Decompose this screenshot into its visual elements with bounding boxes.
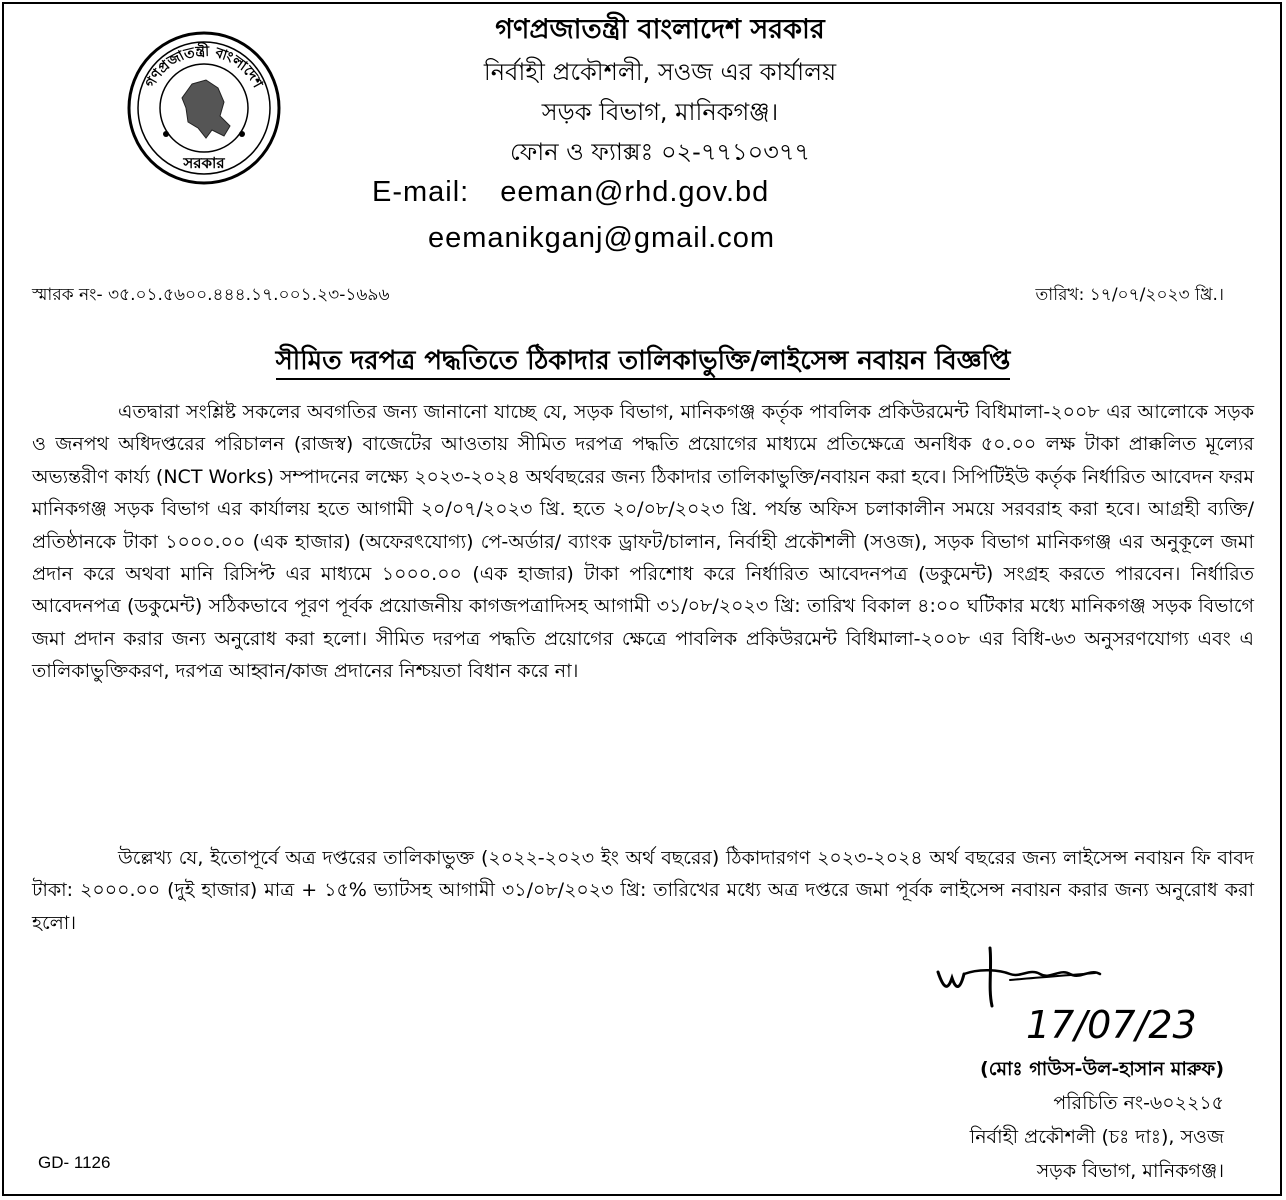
signatory-designation: নির্বাহী প্রকৌশলী (চঃ দাঃ), সওজ: [969, 1126, 1224, 1148]
government-seal: [126, 30, 282, 186]
memo-number: স্মারক নং- ৩৫.০১.৫৬০০.৪৪৪.১৭.০০১.২৩-১৬৯৬: [32, 285, 390, 305]
email-line-2: [428, 222, 775, 255]
office-name: নির্বাহী প্রকৌশলী, সওজ এর কার্যালয়: [483, 58, 837, 86]
notice-title-text: সীমিত দরপত্র পদ্ধতিতে ঠিকাদার তালিকাভুক্তি/লাইসেন্স নবায়ন বিজ্ঞপ্তি: [276, 346, 1011, 380]
signatory-name: (মোঃ গাউস-উল-হাসান মারুফ): [980, 1058, 1224, 1080]
gd-code: GD- 1126: [38, 1153, 111, 1172]
email-address-2: eemanikganj@gmail.com: [428, 222, 776, 254]
body-paragraph-2: উল্লেখ্য যে, ইতোপূর্বে অত্র দপ্তরের তালিকাভুক্ত (২০২২-২০২৩ ইং অর্থ বছরের) ঠিকাদারগণ ২০২৩-২০২৪ অর্থ বছরের জন্য লাইসেন্স নবায়ন ফি বাবদ টাকা: ২০০০.০০ (দুই হাজার) মাত্র + ১৫% ভ্যাটসহ আগামী ৩১/০৮/২০২৩ খ্রি: তারিখের মধ্যে অত্র দপ্তরে জমা পূর্বক লাইসেন্স নবায়ন করার জন্য অনুরোধ করা হলো।: [32, 847, 1254, 934]
division-name: সড়ক বিভাগ, মানিকগঞ্জ।: [541, 98, 779, 126]
seal-text-top: গণপ্রজাতন্ত্রী বাংলাদেশ: [142, 43, 266, 91]
phone-fax: ফোন ও ফ্যাক্সঃ ০২-৭৭১০৩৭৭: [509, 138, 811, 166]
signatory-office: সড়ক বিভাগ, মানিকগঞ্জ।: [1036, 1160, 1224, 1182]
seal-text-bottom: সরকার: [183, 154, 225, 172]
body-paragraph-1: এতদ্বারা সংশ্লিষ্ট সকলের অবগতির জন্য জানানো যাচ্ছে যে, সড়ক বিভাগ, মানিকগঞ্জ কর্তৃক পাবলিক প্রকিউরমেন্ট বিধিমালা-২০০৮ এর আলোকে সড়ক ও জনপথ অধিদপ্তরের পরিচালন (রাজস্ব) বাজেটের আওতায় সীমিত দরপত্র পদ্ধতি প্রয়োগের মাধ্যমে প্রতিক্ষেত্রে অনধিক ৫০.০০ লক্ষ টাকা প্রাক্কলিত মূল্যের অভ্যন্তরীণ কার্য্য (NCT Works) সম্পাদনের লক্ষ্যে ২০২৩-২০২৪ অর্থবছরের জন্য ঠিকাদার তালিকাভুক্তি/নবায়ন করা হবে। সিপিটিইউ কর্তৃক নির্ধারিত আবেদন ফরম মানিকগঞ্জ সড়ক বিভাগ এর কার্যালয় হতে আগামী ২০/০৭/২০২৩ খ্রি. হতে ২০/০৮/২০২৩ খ্রি. পর্যন্ত অফিস চলাকালীন সময়ে সরবরাহ করা হবে। আগ্রহী ব্যক্তি/প্রতিষ্ঠানকে টাকা ১০০০.০০ (এক হাজার) (অফেরৎযোগ্য) পে-অর্ডার/ ব্যাংক ড্রাফট/চালান, নির্বাহী প্রকৌশলী (সওজ), সড়ক বিভাগ মানিকগঞ্জ এর অনুকূলে জমা প্রদান করে অথবা মানি রিসিপ্ট এর মাধ্যমে ১০০০.০০ (এক হাজার) টাকা পরিশোধ করে নির্ধারিত আবেদনপত্র (ডকুমেন্ট) সংগ্রহ করতে পারবেন। নির্ধারিত আবেদনপত্র (ডকুমেন্ট) সঠিকভাবে পূরণ পূর্বক প্রয়োজনীয় কাগজপত্রাদিসহ আগামী ৩১/০৮/২০২৩ খ্রি: তারিখ বিকাল ৪:০০ ঘটিকার মধ্যে মানিকগঞ্জ সড়ক বিভাগে জমা প্রদান করার জন্য অনুরোধ করা হলো। সীমিত দরপত্র পদ্ধতি প্রয়োগের ক্ষেত্রে পাবলিক প্রকিউরমেন্ট বিধিমালা-২০০৮ এর বিধি-৬৩ অনুসরণযোগ্য এবং এ তালিকাভুক্তিকরণ, দরপত্র আহ্বান/কাজ প্রদানের নিশ্চয়তা বিধান করে না।: [32, 401, 1254, 683]
handwritten-signature: [930, 928, 1240, 1048]
notice-title: [0, 340, 1286, 384]
email-address-1: eeman@rhd.gov.bd: [500, 176, 770, 208]
government-name: গণপ্রজাতন্ত্রী বাংলাদেশ সরকার: [495, 14, 825, 45]
letterhead: [330, 8, 990, 172]
memo-date: তারিখ: ১৭/০৭/২০২৩ খ্রি.।: [1035, 285, 1224, 305]
signatory-id: পরিচিতি নং-৬০২২১৫: [1053, 1092, 1224, 1114]
signature-date: 17/07/23: [1026, 1003, 1197, 1047]
signature-block: [970, 1052, 1224, 1188]
email-label: E-mail:: [372, 176, 470, 208]
email-line-1: [372, 176, 769, 209]
